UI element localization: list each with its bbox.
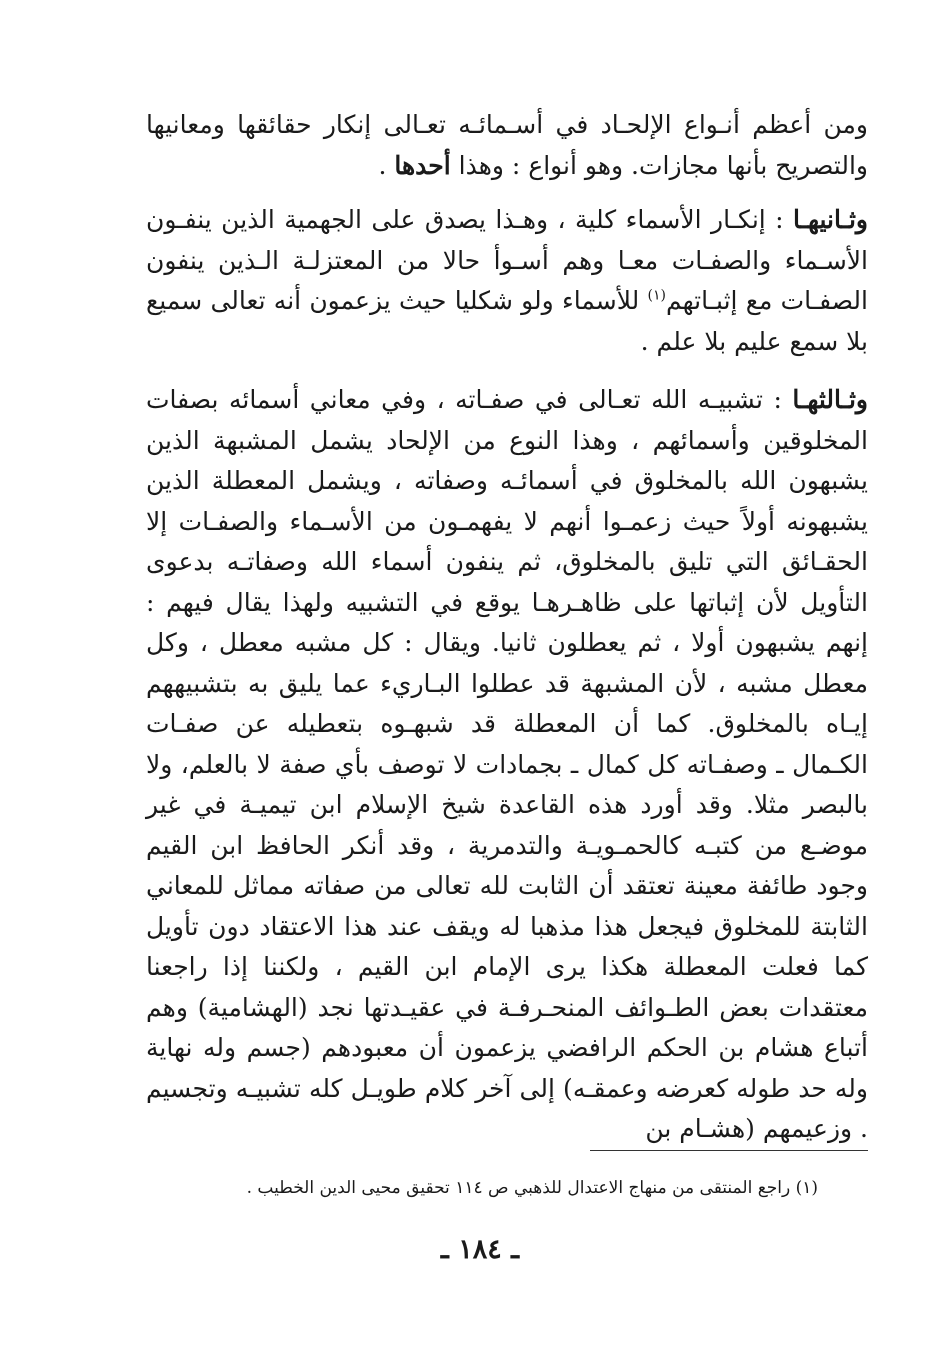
footnote-marker: (١)	[647, 287, 666, 304]
footnote-divider	[590, 1150, 868, 1151]
paragraph-3-text: : تشبيـه الله تعـالى في صفـاته ، وفي معاني أسمائه بصفات المخلوقين وأسمائهم ، وهذا النوع من الإلحاد يشمل المشبهة الذين يشبهون الله بالمخلوق في أسمائـه وصفاته ، ويشمل المعطلة الذين يشبهونه أولاً حيث زعمـوا أنهم لا يفهمـون من الأسـماء والصفـات إلا الحقـائق التي تليق بالمخلوق، ثم ينفون أسماء الله وصفاتـه بدعوى التأويل لأن إثباتها على ظاهـرهـا يوقع في التشبيه ولهذا يقال فيهم : إنهم يشبهون أولا ، ثم يعطلون ثانيا. ويقال : كل مشبه معطل ، وكل معطل مشبه ، لأن المشبهة قد عطلوا البـاريء عما يليق به بتشبيههم إيـاه بالمخلوق. كما أن المعطلة قد شبهـوه بتعطيله عن صفـات الكـمال ـ وصفـاته كل كمال ـ بجمادات لا توصف بأي صفة لا بالعلم، ولا بالبصر مثلا. وقد أورد هذه القاعدة شيخ الإسلام ابن تيميـة في غير موضـع من كتبـه كالحمـويـة والتدمرية ، وقد أنكر الحافظ ابن القيم وجود طائفة معينة تعتقد أن الثابت لله تعالى من صفاته مماثل للمعاني الثابتة للمخلوق فيجعل هذا مذهبا له ويقف عند هذا الاعتقاد دون تأويل كما فعلت المعطلة هكذا يرى الإمام ابن القيم ، ولكننا إذا راجعنا معتقدات بعض الطـوائف المنحـرفـة في عقيـدتها نجد (الهشامية) وهم أتباع هشام بن الحكم الرافضي يزعمون أن معبودهم (جسم وله نهاية وله حد طوله كعرضه وعمقـه) إلى آخر كلام طويـل كله تشبيـه وتجسيم . وزعيمهم (هشـام بن	[146, 385, 868, 1143]
paragraph-1-end: .	[378, 150, 395, 180]
paragraph-2-text-before-note: : إنكـار الأسماء كلية ، وهـذا يصدق على الجهمية الذين ينفـون الأسـماء والصفـات معـا وهم أسـوأ حالا من المعتزلـة الـذين ينفون الصفـات مع إثبـاتهم	[146, 205, 868, 315]
paragraph-1	[146, 105, 902, 186]
paragraph-3-lead: وثـالثهـا	[792, 385, 868, 414]
paragraph-1-bold-word: أحدها	[394, 150, 451, 180]
footnote: (١) راجع المنتقى من منهاج الاعتدال للذهبي ص ١١٤ تحقيق محيى الدين الخطيب .	[246, 1178, 818, 1198]
page-number: ـ ١٨٤ ـ	[440, 1234, 520, 1265]
paragraph-1-text: ومن أعظم أنـواع الإلحـاد في أسـمائـه تعـالى إنكار حقائقها ومعانيها والتصريح بأنها مجازات. وهو أنواع : وهذا	[146, 110, 868, 180]
paragraph-2-lead: وثـانيهـا	[793, 205, 868, 234]
paragraph-2	[146, 200, 902, 362]
paragraph-3	[146, 380, 902, 1150]
paragraph-2-text-after-note: للأسماء ولو شكليا حيث يزعمون أنه تعالى سميع بلا سمع عليم بلا علم .	[146, 286, 868, 356]
